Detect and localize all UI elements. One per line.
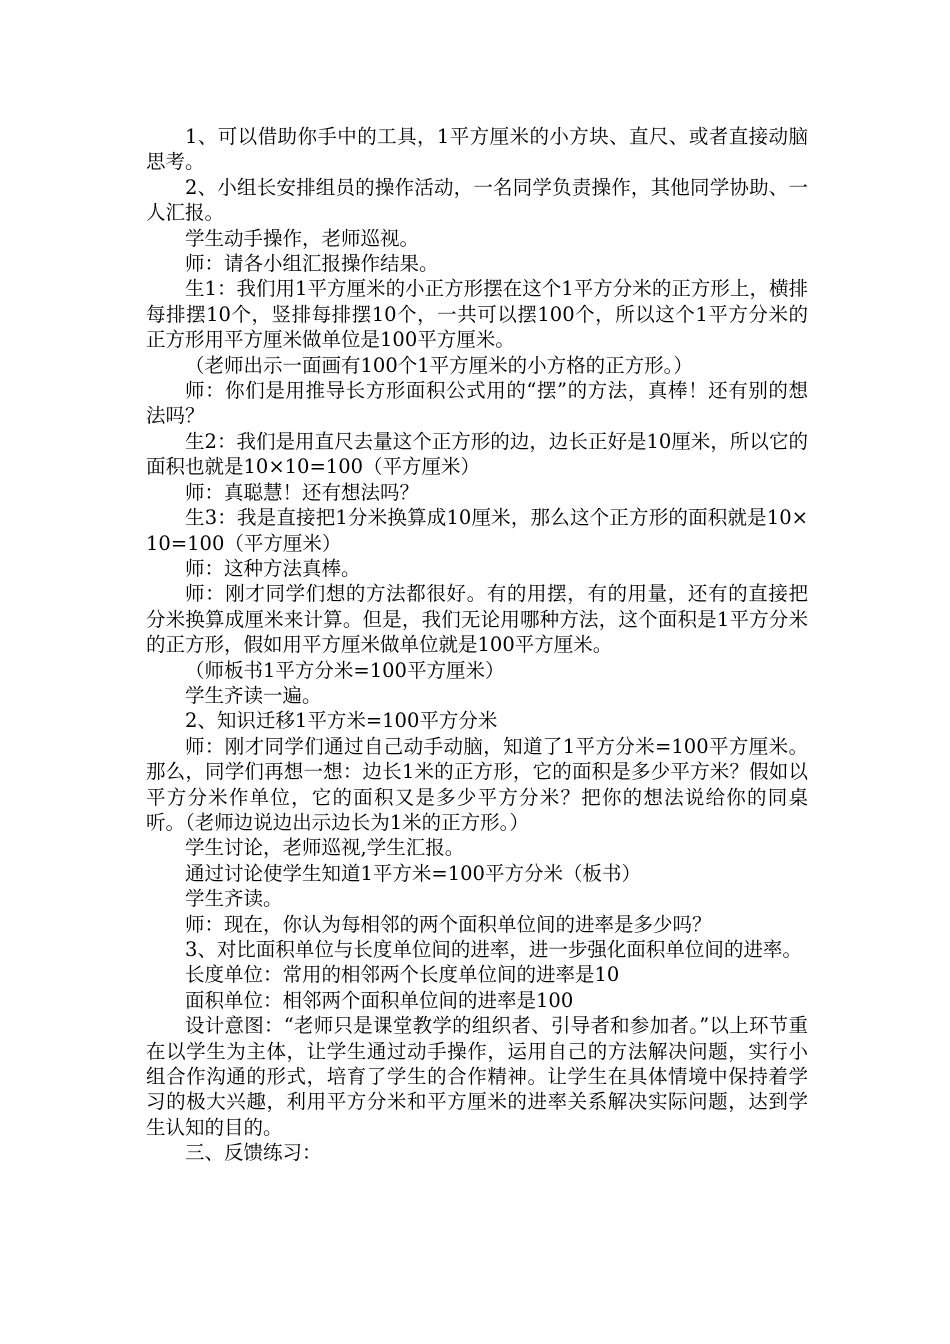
paragraph: 长度单位：常用的相邻两个长度单位间的进率是10 xyxy=(185,963,620,987)
paragraph: 师：这种方法真棒。 xyxy=(185,556,361,580)
paragraph: 生2：我们是用直尺去量这个正方形的边，边长正好是10厘米，所以它的面积也就是10×10=100（平方厘米） xyxy=(146,429,808,479)
paragraph: （老师出示一面画有100个1平方厘米的小方格的正方形。） xyxy=(185,353,693,377)
paragraph: 通过讨论使学生知道1平方米=100平方分米（板书） xyxy=(185,861,641,885)
paragraph: 2、小组长安排组员的操作活动，一名同学负责操作，其他同学协助、一人汇报。 xyxy=(146,175,808,225)
paragraph: 生1：我们用1平方厘米的小正方形摆在这个1平方分米的正方形上，横排每排摆10个，竖排每排摆10个，一共可以摆100个，所以这个1平方分米的正方形用平方厘米做单位是100平方厘米。 xyxy=(146,277,808,352)
paragraph: 学生齐读一遍。 xyxy=(185,683,322,707)
section-heading: 3、对比面积单位与长度单位间的进率，进一步强化面积单位间的进率。 xyxy=(185,938,802,961)
paragraph: 生3：我是直接把1分米换算成10厘米，那么这个正方形的面积就是10×10=100（平方厘米） xyxy=(146,506,808,555)
section-heading: 2、知识迁移1平方米=100平方分米 xyxy=(185,709,498,733)
paragraph: 学生动手操作，老师巡视。 xyxy=(185,226,420,250)
section-heading: 三、反馈练习： xyxy=(185,1141,322,1165)
paragraph: 师：刚才同学们通过自己动手动脑，知道了1平方分米=100平方厘米。那么，同学们再想一想：边长1米的正方形，它的面积是多少平方米？假如以平方分米作单位，它的面积又是多少平方分米？把你的想法说给你的同桌听。（老师边说边出示边长为1米的正方形。） xyxy=(146,734,808,834)
paragraph: 师：刚才同学们想的方法都很好。有的用摆，有的用量，还有的直接把分米换算成厘米来计算。但是，我们无论用哪种方法，这个面积是1平方分米的正方形，假如用平方厘米做单位就是100平方厘米。 xyxy=(146,582,808,657)
paragraph: 面积单位：相邻两个面积单位间的进率是100 xyxy=(185,988,574,1012)
document-body xyxy=(146,124,808,1166)
paragraph: 设计意图：“老师只是课堂教学的组织者、引导者和参加者。”以上环节重在以学生为主体，让学生通过动手操作，运用自己的方法解决问题，实行小组合作沟通的形式，培育了学生的合作精神。让学生在具体情境中保持着学习的极大兴趣，利用平方分米和平方厘米的进率关系解决实际问题，达到学生认知的目的。 xyxy=(146,1014,808,1139)
paragraph: 学生齐读。 xyxy=(185,887,283,911)
paragraph: 学生讨论，老师巡视,学生汇报。 xyxy=(185,836,465,860)
paragraph: 师：请各小组汇报操作结果。 xyxy=(185,252,439,276)
paragraph: 师：你们是用推导长方形面积公式用的“摆”的方法，真棒！还有别的想法吗？ xyxy=(146,379,808,428)
paragraph: 师：现在，你认为每相邻的两个面积单位间的进率是多少吗？ xyxy=(185,912,712,936)
paragraph: 师：真聪慧！还有想法吗？ xyxy=(185,480,420,504)
paragraph: 1、可以借助你手中的工具，1平方厘米的小方块、直尺、或者直接动脑思考。 xyxy=(146,125,808,174)
paragraph: （师板书1平方分米=100平方厘米） xyxy=(185,658,505,682)
